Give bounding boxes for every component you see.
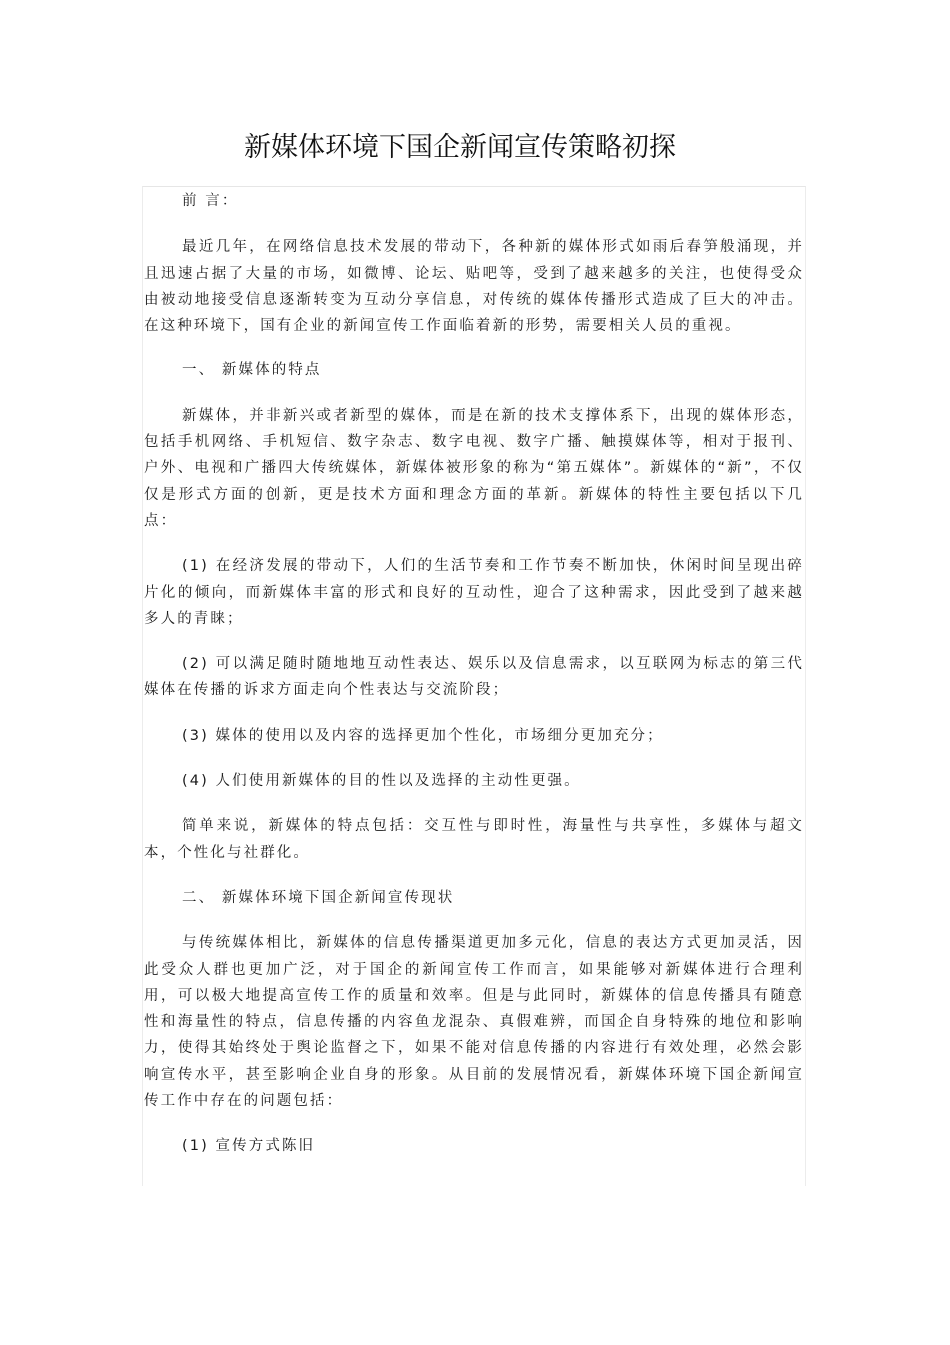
preface-heading: 前 言：	[182, 193, 239, 209]
document-title: 新媒体环境下国企新闻宣传策略初探	[244, 132, 676, 163]
problem-item-1: (1) 宣传方式陈旧	[182, 1138, 316, 1155]
list-item-2: (2) 可以满足随时随地地互动性表达、娱乐以及信息需求，以互联网为标志的第三代媒体在传播的诉求方面走向个性表达与交流阶段；	[144, 656, 804, 699]
status-paragraph: 与传统媒体相比，新媒体的信息传播渠道更加多元化，信息的表达方式更加灵活，因此受众人群也更加广泛，对于国企的新闻宣传工作而言，如果能够对新媒体进行合理利用，可以极大地提高宣传工作的质量和效率。但是与此同时，新媒体的信息传播具有随意性和海量性的特点，信息传播的内容鱼龙混杂、真假难辨，而国企自身特殊的地位和影响力，使得其始终处于舆论监督之下，如果不能对信息传播的内容进行有效处理，必然会影响宣传水平，甚至影响企业自身的形象。从目前的发展情况看，新媒体环境下国企新闻宣传工作中存在的问题包括：	[144, 935, 804, 1110]
section-heading-2: 二、 新媒体环境下国企新闻宣传现状	[182, 889, 455, 906]
list-item-4: (4) 人们使用新媒体的目的性以及选择的主动性更强。	[182, 773, 581, 790]
document-body	[144, 188, 804, 1160]
list-item-3: (3) 媒体的使用以及内容的选择更加个性化，市场细分更加充分；	[182, 727, 664, 744]
intro-paragraph: 最近几年，在网络信息技术发展的带动下，各种新的媒体形式如雨后春笋般涌现，并且迅速占据了大量的市场，如微博、论坛、贴吧等，受到了越来越多的关注，也使得受众由被动地接受信息逐渐转变为互动分享信息，对传统的媒体传播形式造成了巨大的冲击。在这种环境下，国有企业的新闻宣传工作面临着新的形势，需要相关人员的重视。	[144, 239, 804, 335]
list-item-1: (1) 在经济发展的带动下，人们的生活节奏和工作节奏不断加快，休闲时间呈现出碎片化的倾向，而新媒体丰富的形式和良好的互动性，迎合了这种需求，因此受到了越来越多人的青睐；	[144, 558, 804, 627]
summary-paragraph: 简单来说，新媒体的特点包括：交互性与即时性，海量性与共享性，多媒体与超文本，个性化与社群化。	[144, 818, 804, 861]
section-heading-1: 一、 新媒体的特点	[182, 362, 322, 379]
definition-paragraph: 新媒体，并非新兴或者新型的媒体，而是在新的技术支撑体系下，出现的媒体形态，包括手机网络、手机短信、数字杂志、数字电视、数字广播、触摸媒体等，相对于报刊、户外、电视和广播四大传统媒体，新媒体被形象的称为“第五媒体”。新媒体的“新”，不仅仅是形式方面的创新，更是技术方面和理念方面的革新。新媒体的特性主要包括以下几点：	[144, 407, 804, 529]
